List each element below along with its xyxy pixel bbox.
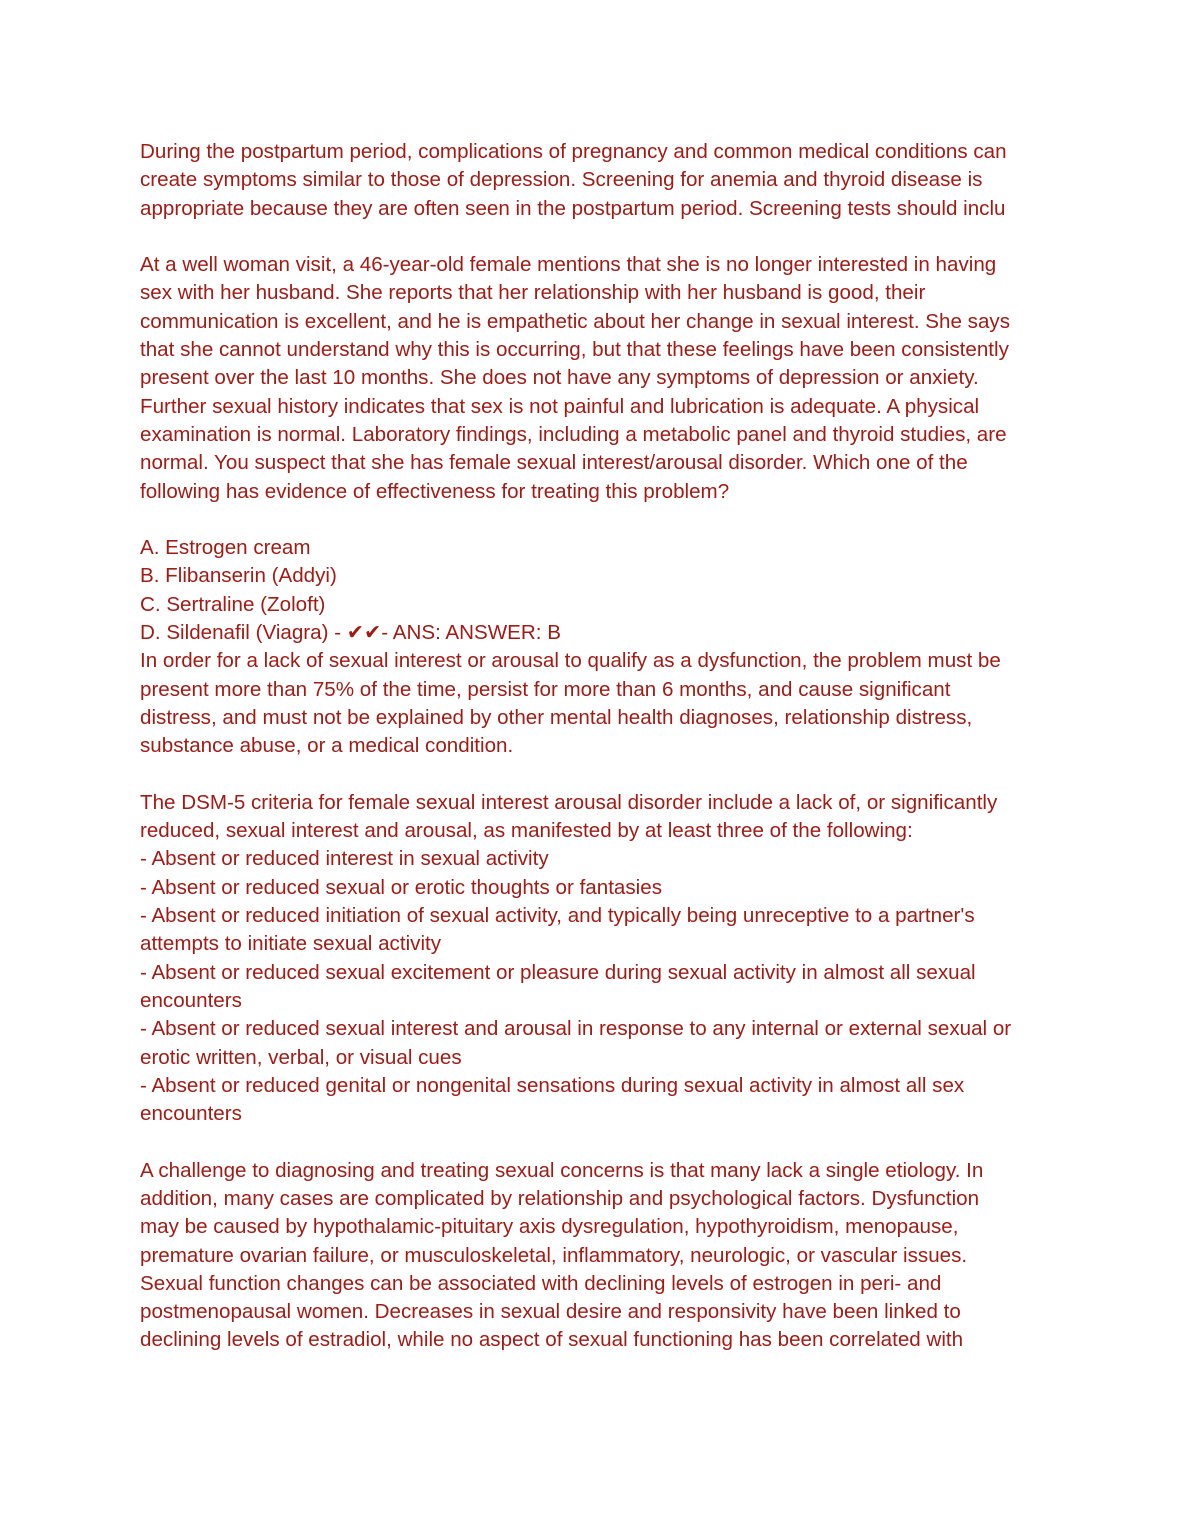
criteria-item: - Absent or reduced initiation of sexual activity, and typically being unreceptive to a partner's [140, 904, 975, 928]
paragraph-gap [140, 761, 1060, 789]
text-line: postmenopausal women. Decreases in sexual desire and responsivity have been linked to [140, 1300, 961, 1324]
criteria-item: - Absent or reduced sexual interest and arousal in response to any internal or external sexual or [140, 1017, 1012, 1041]
text-line: sex with her husband. She reports that her relationship with her husband is good, their [140, 281, 926, 305]
paragraph-postpartum [140, 138, 1060, 223]
paragraph-gap [140, 506, 1060, 534]
challenge-paragraph [140, 1157, 1060, 1355]
criteria-item-continued: encounters [140, 988, 242, 1012]
text-line: The DSM-5 criteria for female sexual interest arousal disorder include a lack of, or significantly [140, 790, 998, 814]
text-line: present over the last 10 months. She does not have any symptoms of depression or anxiety. [140, 366, 979, 390]
text-line: During the postpartum period, complications of pregnancy and common medical conditions can [140, 140, 1007, 163]
option-b: B. Flibanserin (Addyi) [140, 564, 337, 588]
text-line: declining levels of estradiol, while no aspect of sexual functioning has been correlated with [140, 1328, 964, 1352]
criteria-item: - Absent or reduced sexual or erotic thoughts or fantasies [140, 875, 663, 899]
text-line: communication is excellent, and he is empathetic about her change in sexual interest. She says [140, 309, 1011, 333]
answer-options [140, 534, 1060, 647]
criteria-item-continued: attempts to initiate sexual activity [140, 932, 442, 956]
text-line: may be caused by hypothalamic-pituitary axis dysregulation, hypothyroidism, menopause, [140, 1215, 959, 1239]
text-line: appropriate because they are often seen in the postpartum period. Screening tests should inclu [140, 196, 1006, 220]
option-a: A. Estrogen cream [140, 536, 311, 560]
text-line: premature ovarian failure, or musculoskeletal, inflammatory, neurologic, or vascular issues. [140, 1243, 968, 1267]
text-line: addition, many cases are complicated by relationship and psychological factors. Dysfunction [140, 1186, 980, 1210]
text-line: A challenge to diagnosing and treating sexual concerns is that many lack a single etiology. In [140, 1158, 984, 1182]
criteria-item: - Absent or reduced interest in sexual activity [140, 847, 549, 871]
text-line: distress, and must not be explained by other mental health diagnoses, relationship distress, [140, 705, 973, 729]
text-line: In order for a lack of sexual interest or arousal to qualify as a dysfunction, the problem must be [140, 649, 1001, 673]
criteria-item-continued: encounters [140, 1102, 242, 1126]
option-d-with-answer: D. Sildenafil (Viagra) - ✔✔- ANS: ANSWER: B [140, 621, 561, 645]
text-line: reduced, sexual interest and arousal, as manifested by at least three of the following: [140, 819, 913, 843]
paragraph-gap [140, 223, 1060, 251]
text-line: Sexual function changes can be associated with declining levels of estrogen in peri- and [140, 1271, 942, 1295]
option-c: C. Sertraline (Zoloft) [140, 592, 326, 616]
text-line: examination is normal. Laboratory findings, including a metabolic panel and thyroid studies, are [140, 422, 1007, 446]
criteria-item: - Absent or reduced sexual excitement or pleasure during sexual activity in almost all sexual [140, 960, 976, 984]
criteria-item: - Absent or reduced genital or nongenital sensations during sexual activity in almost all sex [140, 1073, 965, 1097]
text-line: normal. You suspect that she has female sexual interest/arousal disorder. Which one of the [140, 451, 968, 475]
question-stem [140, 251, 1060, 506]
text-line: create symptoms similar to those of depression. Screening for anemia and thyroid disease is [140, 168, 983, 192]
text-line: substance abuse, or a medical condition. [140, 734, 514, 758]
text-line: that she cannot understand why this is occurring, but that these feelings have been consistently [140, 338, 1009, 362]
text-line: Further sexual history indicates that sex is not painful and lubrication is adequate. A physical [140, 394, 980, 418]
text-line: At a well woman visit, a 46-year-old female mentions that she is no longer interested in having [140, 253, 997, 277]
text-line: present more than 75% of the time, persist for more than 6 months, and cause significant [140, 677, 951, 701]
criteria-item-continued: erotic written, verbal, or visual cues [140, 1045, 462, 1069]
paragraph-gap [140, 1128, 1060, 1156]
explanation-paragraph [140, 647, 1060, 760]
dsm-criteria [140, 789, 1060, 1129]
document-page [140, 138, 1060, 1355]
text-line: following has evidence of effectiveness for treating this problem? [140, 479, 730, 503]
